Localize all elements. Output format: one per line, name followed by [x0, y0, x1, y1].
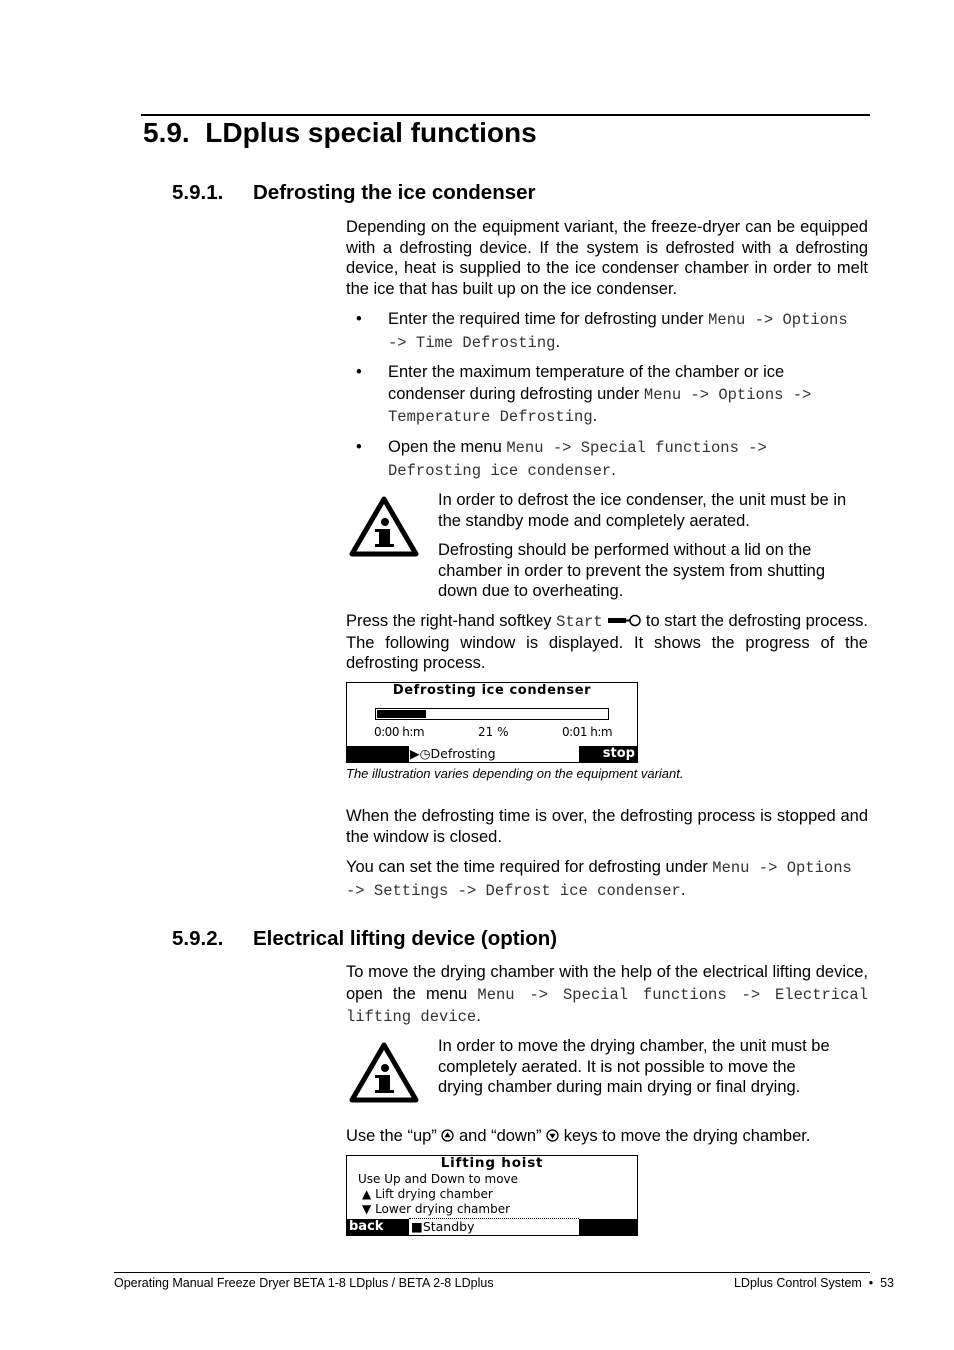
defrosting-screen [346, 682, 638, 763]
bullet-dot: • [356, 310, 362, 328]
up-down-keys-paragraph: Use the “up” and “down” keys to move the drying chamber. [346, 1127, 811, 1145]
arrow-down-icon: ▼ [362, 1202, 372, 1216]
section-title: LDplus special functions [205, 117, 537, 148]
defrost-progress-bar [375, 708, 609, 720]
progress-percent: 21 % [478, 725, 509, 739]
screen-title: Defrosting ice condenser [392, 683, 592, 698]
clock-icon: ◷ [419, 746, 431, 761]
footer-right: LDplus Control System • 53 [733, 1276, 894, 1290]
info-warning-icon [349, 495, 419, 557]
back-softkey[interactable]: back [347, 1219, 409, 1235]
play-icon: ▶ [410, 746, 420, 761]
bullet-dot: • [356, 438, 362, 456]
arrow-up-icon: ▲ [362, 1187, 372, 1201]
right-softkey[interactable] [579, 1219, 637, 1235]
subsection-title: Electrical lifting device (option) [253, 927, 558, 950]
softkey-bar [347, 746, 637, 762]
lifting-hoist-screen [346, 1155, 638, 1236]
footer-rule [114, 1272, 870, 1273]
subsection-heading-lifting [172, 927, 557, 951]
lift-option: ▲ Lift drying chamber [362, 1187, 493, 1201]
key-symbol-icon [607, 614, 641, 627]
info-warning-icon [349, 1041, 419, 1103]
screen-title: Lifting hoist [440, 1155, 544, 1171]
section-number: 5.9. [143, 117, 190, 148]
bullet-text: Open the menu Menu -> Special functions -> Defrosting ice condenser. [388, 438, 767, 480]
defrost-end-paragraph: When the defrosting time is over, the defrosting process is stopped and the window is closed. [346, 807, 868, 846]
footer-left: Operating Manual Freeze Dryer BETA 1-8 LDplus / BETA 2-8 LDplus [114, 1276, 494, 1290]
subsection-heading-defrosting [172, 181, 536, 205]
menu-path: Menu -> Options -> Temperature Defrosting [388, 385, 812, 426]
status-text: Defrosting [430, 746, 496, 761]
subsection-number: 5.9.2. [172, 927, 224, 950]
subsection-number: 5.9.1. [172, 181, 224, 204]
info-note-lid: Defrosting should be performed without a lid on the chamber in order to prevent the system from shutting down due to overheating. [438, 541, 826, 600]
left-softkey[interactable] [347, 746, 409, 762]
menu-path: Menu -> Options -> Settings -> Defrost ice condenser [346, 859, 852, 900]
page-number: 53 [880, 1276, 894, 1290]
elapsed-time: 0:00 h:m [374, 725, 425, 739]
status-text: Standby [422, 1219, 475, 1234]
softkey-bar [347, 1219, 637, 1235]
softkey-start-label: Start [556, 613, 603, 631]
status-line [411, 1219, 475, 1235]
bullet-text: Enter the maximum temperature of the chamber or ice condenser during defrosting under Menu -> Options -> Temperature Defrosting. [388, 363, 812, 426]
bullet-dot: • [356, 363, 362, 381]
defrost-settings-paragraph: You can set the time required for defrosting under Menu -> Options -> Settings -> Defrost ice condenser. [346, 858, 852, 900]
stop-square-icon: ■ [411, 1219, 423, 1234]
section-heading [143, 117, 537, 149]
defrost-progress-fill [377, 710, 426, 718]
heading-rule [141, 114, 870, 116]
menu-path: Menu -> Special functions -> Electrical lifting device [346, 985, 869, 1026]
info-note-aerated: In order to move the drying chamber, the unit must be completely aerated. It is not possible to move the drying chamber during main drying or final drying. [438, 1037, 830, 1096]
up-key-icon [441, 1129, 454, 1142]
bullet-text: Enter the required time for defrosting under Menu -> Options -> Time Defrosting. [388, 310, 848, 352]
illustration-caption: The illustration varies depending on the equipment variant. [346, 766, 684, 781]
lower-option: ▼ Lower drying chamber [362, 1202, 511, 1216]
subsection-title: Defrosting the ice condenser [253, 181, 536, 204]
footer-chapter: LDplus Control System [733, 1276, 862, 1290]
menu-path: Menu -> Special functions -> Defrosting ice condenser [388, 439, 767, 480]
menu-path: Menu -> Options -> Time Defrosting [388, 311, 848, 352]
stop-softkey[interactable]: stop [579, 746, 637, 762]
info-note-standby: In order to defrost the ice condenser, the unit must be in the standby mode and completely aerated. [438, 491, 847, 530]
instruction-line: Use Up and Down to move [358, 1172, 519, 1186]
status-line [410, 746, 496, 762]
total-time: 0:01 h:m [562, 725, 613, 739]
lifting-intro: To move the drying chamber with the help of the electrical lifting device, open the menu Menu -> Special functions -> Electrical lifting device. [346, 963, 869, 1026]
defrost-intro: Depending on the equipment variant, the freeze-dryer can be equipped with a defrosting device. If the system is defrosted with a defrosting device, heat is supplied to the ice condenser chamber in order to melt the ice that has built up on the ice condenser. [346, 218, 868, 298]
press-softkey-paragraph: Press the right-hand softkey Start to start the defrosting process. The following window is displayed. It shows the progress of the defrosting process. [346, 612, 868, 672]
down-key-icon [546, 1129, 559, 1142]
